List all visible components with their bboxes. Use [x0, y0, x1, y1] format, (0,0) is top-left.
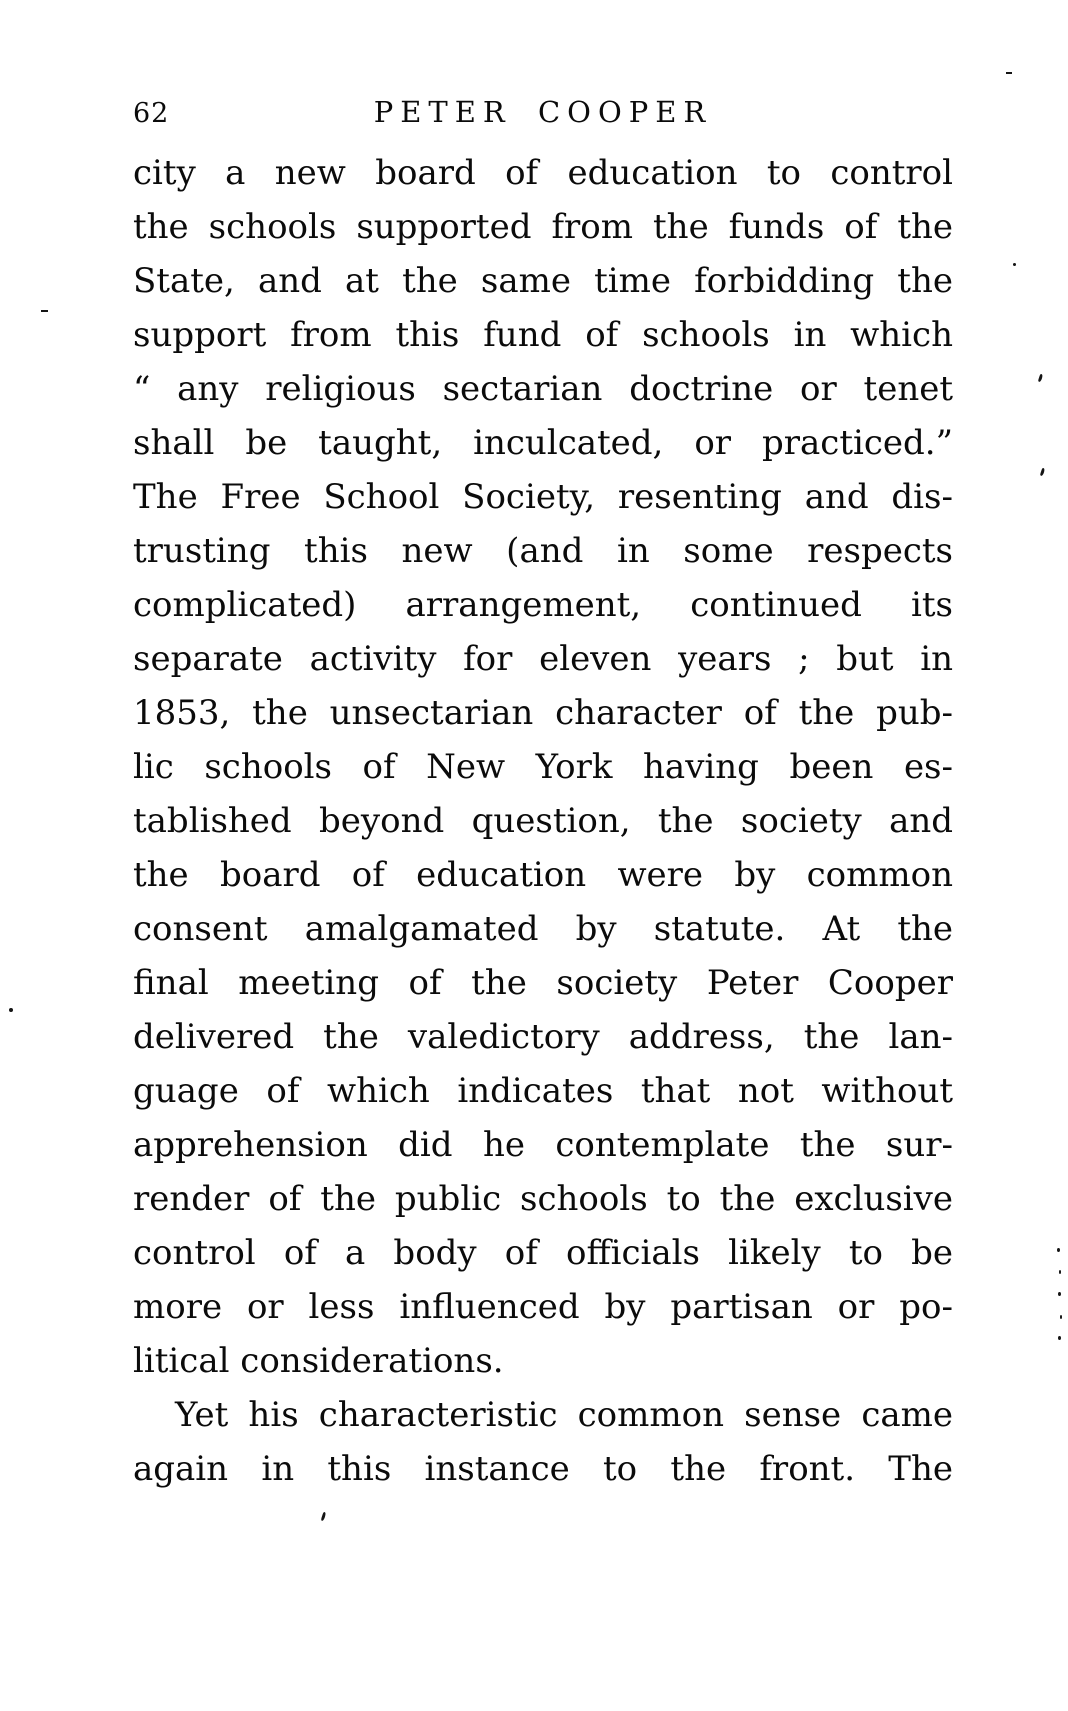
text-line: more or less influenced by partisan or po-: [133, 1287, 953, 1327]
text-line: render of the public schools to the exclusive: [133, 1179, 953, 1219]
text-line: The Free School Society, resenting and dis-: [133, 477, 953, 517]
running-title: PETER COOPER: [373, 95, 713, 129]
scan-speck: [1006, 72, 1012, 74]
scan-speck: [41, 310, 48, 312]
text-line: again in this instance to the front. The: [133, 1449, 953, 1489]
scan-speck: [1059, 1270, 1061, 1274]
text-line: “ any religious sectarian doctrine or tenet: [133, 369, 953, 409]
scan-speck: [1058, 1336, 1061, 1340]
page-number: 62: [133, 98, 170, 129]
text-line: separate activity for eleven years ; but in: [133, 639, 953, 679]
text-line: State, and at the same time forbidding the: [133, 261, 953, 301]
text-line: shall be taught, inculcated, or practiced.”: [133, 423, 953, 463]
scan-speck: [9, 1008, 13, 1012]
text-line: the board of education were by common: [133, 855, 953, 895]
text-line: control of a body of officials likely to be: [133, 1233, 953, 1273]
scan-speck: [321, 1512, 327, 1521]
scan-speck: [1040, 468, 1045, 477]
text-line: delivered the valedictory address, the lan-: [133, 1017, 953, 1057]
text-line: lic schools of New York having been es-: [133, 747, 953, 787]
text-line: tablished beyond question, the society and: [133, 801, 953, 841]
scan-speck: [1013, 263, 1016, 266]
scan-speck: [1058, 1292, 1061, 1296]
text-line: trusting this new (and in some respects: [133, 531, 953, 571]
text-line: guage of which indicates that not without: [133, 1071, 953, 1111]
text-line: consent amalgamated by statute. At the: [133, 909, 953, 949]
text-line: the schools supported from the funds of the: [133, 207, 953, 247]
scan-speck: [1060, 1315, 1062, 1319]
text-line: final meeting of the society Peter Cooper: [133, 963, 953, 1003]
text-line: apprehension did he contemplate the sur-: [133, 1125, 953, 1165]
scan-speck: [1038, 374, 1043, 383]
text-line: support from this fund of schools in which: [133, 315, 953, 355]
page-text: [133, 146, 953, 1496]
text-line: Yet his characteristic common sense came: [175, 1395, 953, 1435]
text-line: complicated) arrangement, continued its: [133, 585, 953, 625]
scan-speck: [1057, 1248, 1060, 1252]
text-line: 1853, the unsectarian character of the pub-: [133, 693, 953, 733]
text-line: city a new board of education to control: [133, 153, 953, 193]
text-line: litical considerations.: [133, 1341, 504, 1381]
